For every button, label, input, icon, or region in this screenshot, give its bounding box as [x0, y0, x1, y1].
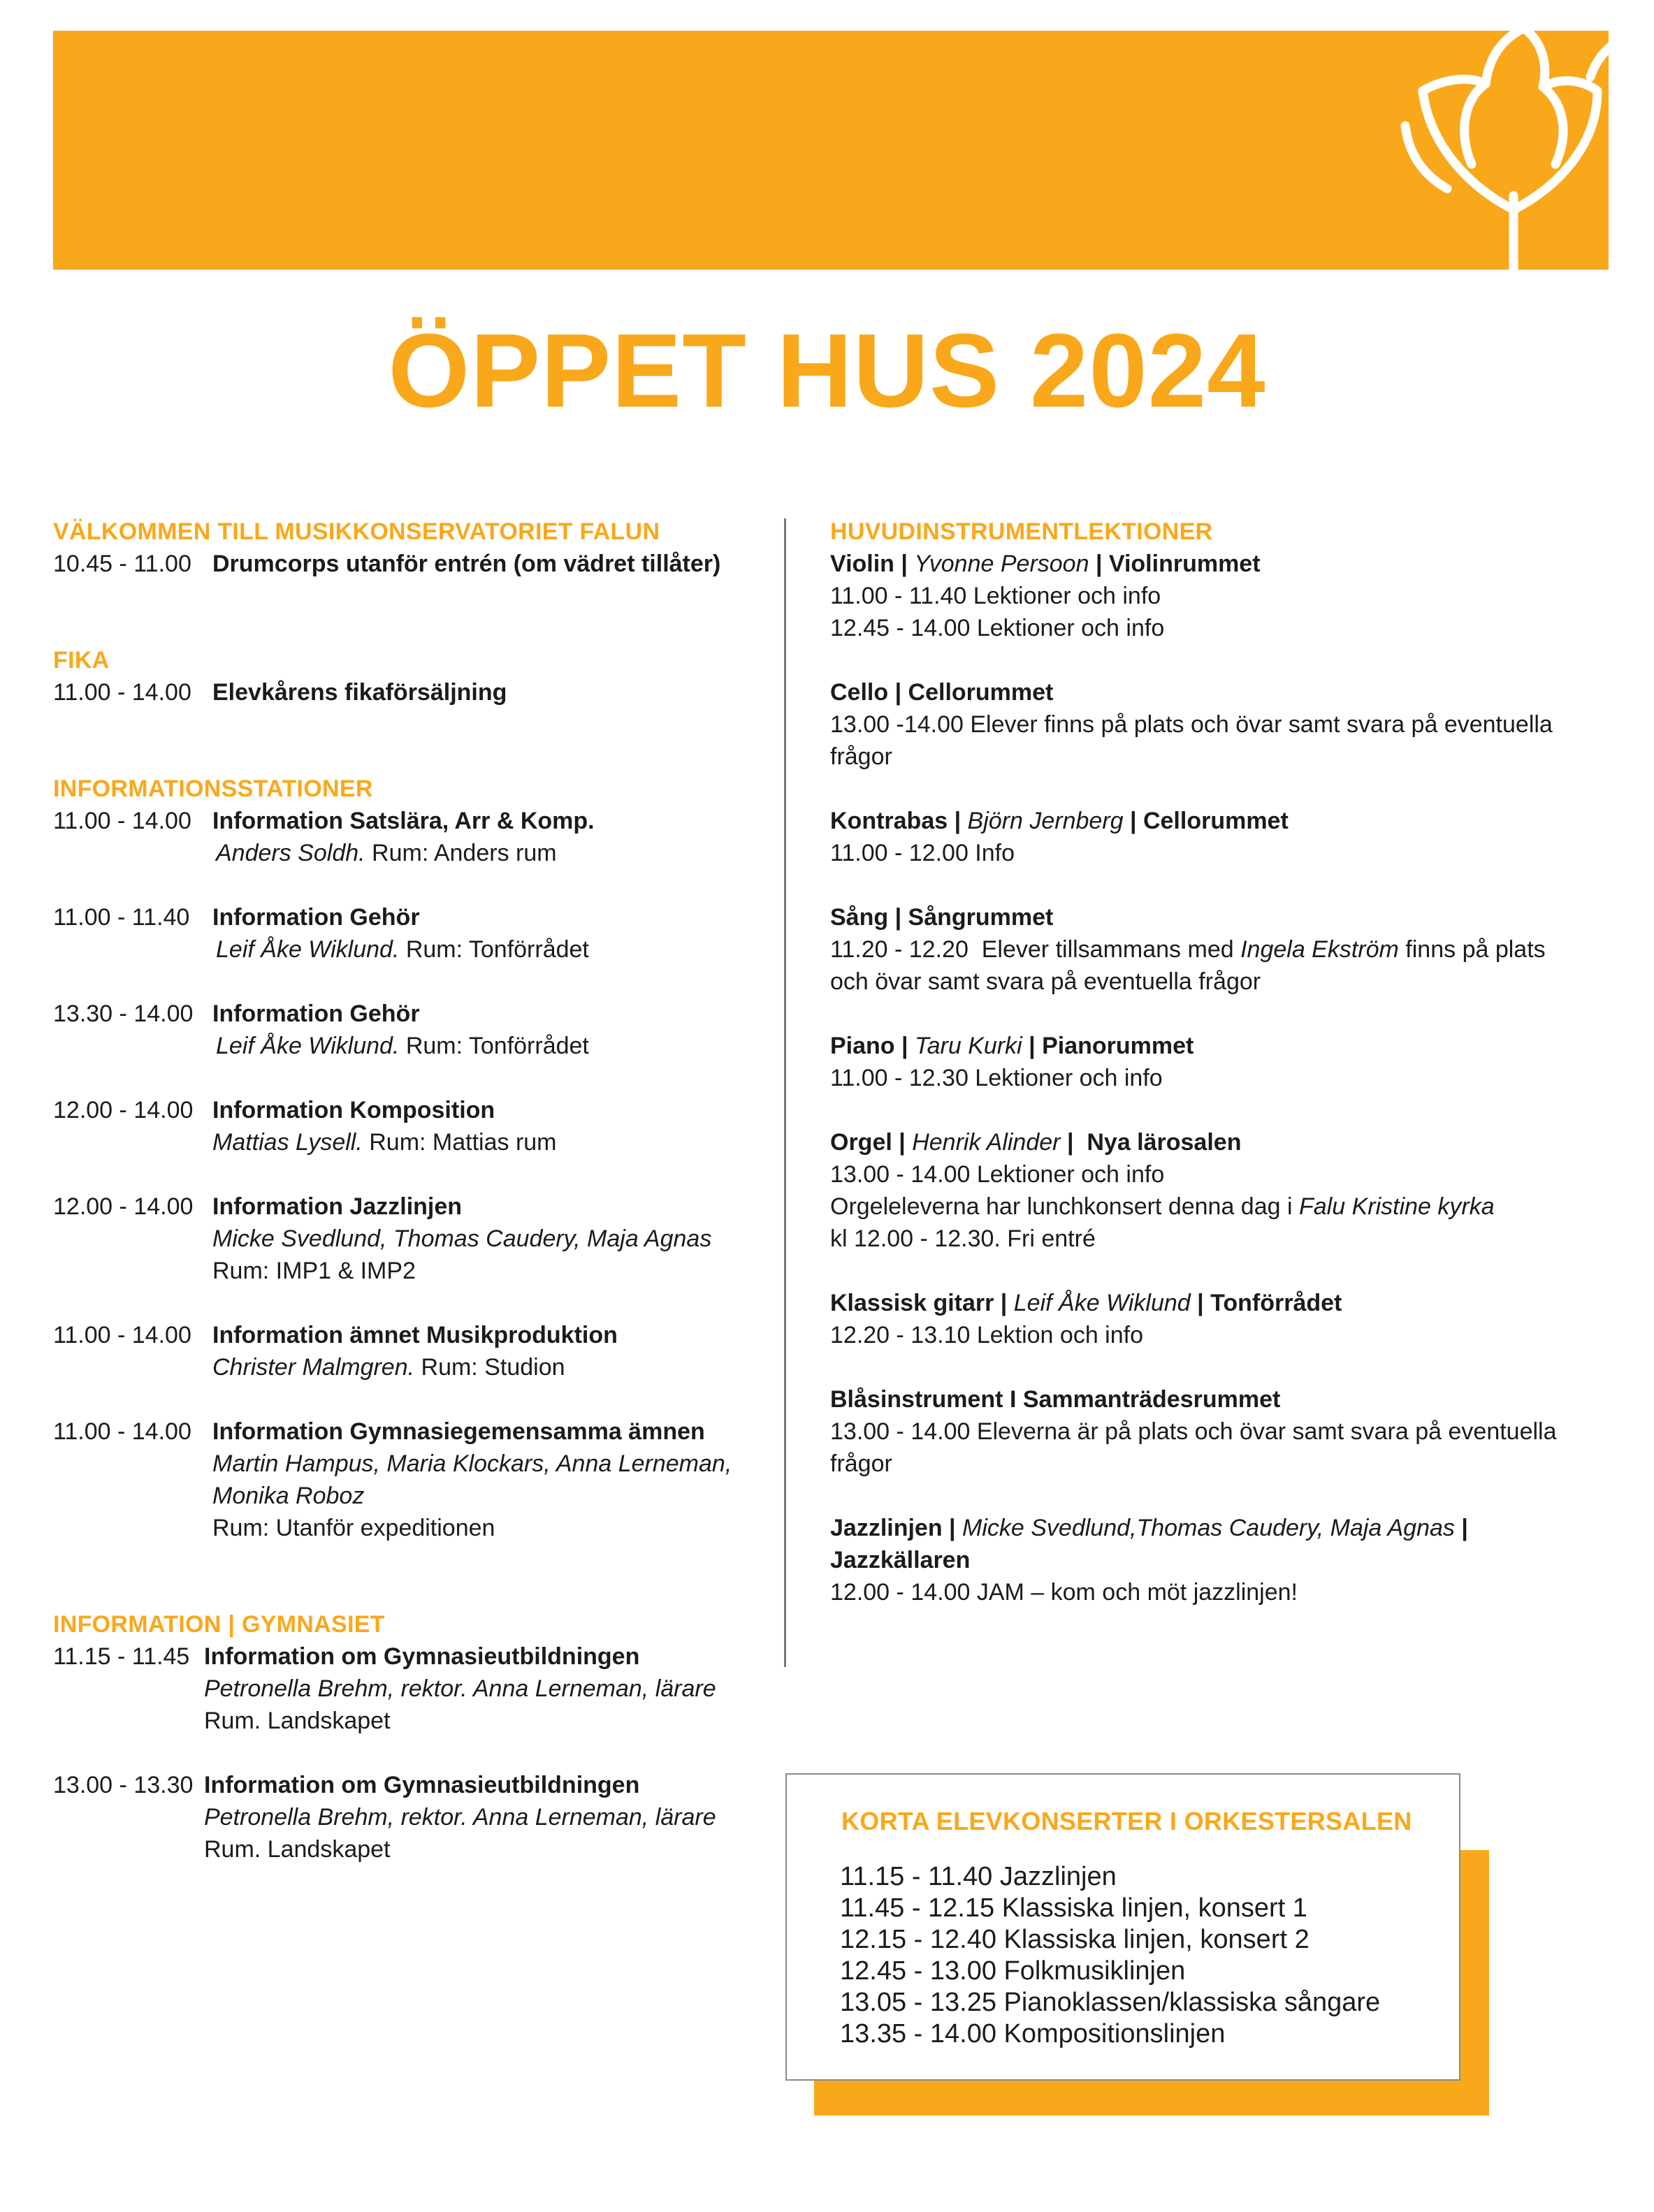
list-item: 11.15 - 11.40 Jazzlinjen — [840, 1862, 1117, 1891]
room-name: | Jazzkällaren — [830, 1515, 1468, 1573]
person-name: Anders Soldh. — [216, 840, 365, 866]
time-label: 11.00 - 11.40 — [53, 904, 190, 931]
schedule-row — [53, 901, 759, 933]
teacher-name: Micke Svedlund,Thomas Caudery, Maja Agnas — [962, 1515, 1455, 1541]
list-item: 13.05 - 13.25 Pianoklassen/klassiska sångare — [840, 1988, 1381, 2017]
room-label: Rum. Landskapet — [204, 1708, 391, 1734]
event-details — [53, 933, 759, 966]
lesson-line: kl 12.00 - 12.30. Fri entré — [830, 1225, 1096, 1252]
schedule-row — [53, 1416, 759, 1448]
teacher-name: Henrik Alinder — [912, 1129, 1061, 1156]
room-name: | Tonförrådet — [1190, 1290, 1342, 1316]
time-label: 12.00 - 14.00 — [53, 1193, 194, 1220]
instrument-name: Jazzlinjen | — [830, 1515, 963, 1541]
list-item: 12.15 - 12.40 Klassiska linjen, konsert 2 — [840, 1925, 1310, 1954]
schedule-row — [53, 1769, 759, 1801]
schedule-row — [53, 676, 759, 708]
time-label: 11.00 - 14.00 — [53, 1418, 191, 1445]
event-details — [53, 837, 759, 869]
event-title: Information Gehör — [212, 1001, 420, 1027]
instrument-heading — [830, 1126, 1613, 1158]
schedule-row — [53, 998, 759, 1030]
teacher-name: Taru Kurki — [914, 1033, 1022, 1059]
room-label: Rum: Tonförrådet — [399, 1033, 589, 1059]
lesson-line: 12.00 - 14.00 JAM – kom och möt jazzlinjen! — [830, 1579, 1298, 1606]
room-name: | Nya lärosalen — [1060, 1129, 1242, 1156]
room-label: Rum. Landskapet — [204, 1836, 391, 1863]
schedule-row — [53, 1319, 759, 1351]
person-name: Leif Åke Wiklund. — [216, 1033, 400, 1059]
person-name: Martin Hampus, Maria Klockars, Anna Lerneman, — [212, 1450, 732, 1477]
instrument-name: Klassisk gitarr | — [830, 1290, 1014, 1316]
lesson-line: 12.45 - 14.00 Lektioner och info — [830, 615, 1165, 641]
event-title: Information Gymnasiegemensamma ämnen — [212, 1418, 705, 1445]
lesson-line: frågor — [830, 1450, 892, 1477]
event-details — [53, 1351, 759, 1383]
time-label: 13.00 - 13.30 — [53, 1772, 194, 1798]
lesson-line: 12.20 - 13.10 Lektion och info — [830, 1322, 1143, 1348]
schedule-row — [53, 548, 759, 580]
person-name: Mattias Lysell. — [212, 1129, 363, 1156]
person-name: Leif Åke Wiklund. — [216, 936, 400, 963]
fika-heading: FIKA — [53, 647, 110, 674]
list-item: 11.45 - 12.15 Klassiska linjen, konsert 1 — [840, 1893, 1307, 1923]
concerts-box — [785, 1773, 1460, 2081]
person-name: Petronella Brehm, rektor. Anna Lerneman, lärare — [204, 1804, 716, 1831]
instrument-name: Orgel | — [830, 1129, 913, 1156]
concerts-heading: KORTA ELEVKONSERTER I ORKESTERSALEN — [841, 1807, 1412, 1835]
event-details — [53, 1030, 759, 1062]
room-label: Rum: Mattias rum — [362, 1129, 557, 1156]
lesson-line — [830, 933, 1613, 966]
lesson-text: 11.20 - 12.20 Elever tillsammans med — [830, 936, 1241, 963]
event-title: Information Komposition — [212, 1097, 495, 1123]
lesson-text: finns på plats — [1398, 936, 1546, 963]
room-label: Rum: Studion — [414, 1354, 565, 1381]
room-label: Rum: IMP1 & IMP2 — [212, 1258, 416, 1284]
lesson-line: 13.00 -14.00 Elever finns på plats och övar samt svara på eventuella — [830, 711, 1553, 738]
instrument-heading: Cello | Cellorummet — [830, 679, 1054, 706]
room-name: | Pianorummet — [1022, 1033, 1194, 1059]
lesson-line — [830, 1191, 1613, 1223]
lesson-line: 11.00 - 12.00 Info — [830, 840, 1015, 866]
time-label: 11.00 - 14.00 — [53, 808, 191, 834]
list-item: 13.35 - 14.00 Kompositionslinjen — [840, 2019, 1226, 2049]
instrument-name: Kontrabas | — [830, 808, 968, 834]
welcome-heading: VÄLKOMMEN TILL MUSIKKONSERVATORIET FALUN — [53, 518, 660, 545]
event-title: Elevkårens fikaförsäljning — [212, 679, 507, 706]
room-label: Rum: Utanför expeditionen — [212, 1515, 495, 1541]
event-title: Information Jazzlinjen — [212, 1193, 463, 1220]
time-label: 11.15 - 11.45 — [53, 1643, 190, 1670]
room-label: Rum: Anders rum — [365, 840, 557, 866]
instrument-heading — [830, 1287, 1613, 1319]
time-label: 13.30 - 14.00 — [53, 1001, 194, 1027]
lesson-text: Orgeleleverna har lunchkonsert denna dag i — [830, 1193, 1299, 1220]
list-item: 12.45 - 13.00 Folkmusiklinjen — [840, 1956, 1186, 1986]
event-title: Information om Gymnasieutbildningen — [204, 1643, 640, 1670]
instrument-heading — [830, 1512, 1613, 1576]
instrument-heading — [830, 805, 1613, 837]
column-divider — [784, 518, 786, 1667]
event-title: Information om Gymnasieutbildningen — [204, 1772, 640, 1798]
instrument-heading — [830, 1030, 1613, 1062]
concerts-list — [840, 1861, 1380, 2050]
tulip-logo-icon — [1381, 31, 1609, 270]
event-title: Information Satslära, Arr & Komp. — [212, 808, 595, 834]
left-column — [53, 516, 759, 1865]
right-column — [830, 516, 1613, 1608]
lesson-line: 13.00 - 14.00 Eleverna är på plats och övar samt svara på eventuella — [830, 1418, 1557, 1445]
instrument-name: Piano | — [830, 1033, 915, 1059]
person-name: Christer Malmgren. — [212, 1354, 415, 1381]
person-name: Micke Svedlund, Thomas Caudery, Maja Agnas — [212, 1225, 712, 1252]
event-title: Drumcorps utanför entrén (om vädret tillåter) — [212, 551, 721, 577]
instrument-heading: Blåsinstrument I Sammanträdesrummet — [830, 1386, 1281, 1413]
instrument-name: Violin | — [830, 551, 915, 577]
time-label: 12.00 - 14.00 — [53, 1097, 194, 1123]
schedule-row — [53, 1094, 759, 1126]
time-label: 10.45 - 11.00 — [53, 551, 191, 577]
teacher-name: Ingela Ekström — [1240, 936, 1399, 963]
lesson-line: 11.00 - 11.40 Lektioner och info — [830, 583, 1161, 609]
header-banner — [53, 31, 1609, 270]
instrument-heading — [830, 548, 1613, 580]
room-name: | Cellorummet — [1123, 808, 1289, 834]
person-name: Petronella Brehm, rektor. Anna Lerneman, lärare — [204, 1675, 716, 1702]
gymnasiet-heading: INFORMATION | GYMNASIET — [53, 1611, 385, 1638]
page-title: ÖPPET HUS 2024 — [388, 312, 1266, 429]
person-name: Monika Roboz — [212, 1483, 365, 1509]
instrument-heading: Sång | Sångrummet — [830, 904, 1054, 931]
lessons-heading: HUVUDINSTRUMENTLEKTIONER — [830, 518, 1213, 545]
schedule-row — [53, 805, 759, 837]
room-label: Rum: Tonförrådet — [399, 936, 589, 963]
lesson-line: frågor — [830, 743, 892, 770]
lesson-line: 13.00 - 14.00 Lektioner och info — [830, 1161, 1165, 1188]
teacher-name: Leif Åke Wiklund — [1013, 1290, 1191, 1316]
schedule-row — [53, 1640, 759, 1673]
time-label: 11.00 - 14.00 — [53, 679, 191, 706]
church-name: Falu Kristine kyrka — [1299, 1193, 1495, 1220]
room-name: | Violinrummet — [1089, 551, 1261, 577]
time-label: 11.00 - 14.00 — [53, 1322, 191, 1348]
event-title: Information Gehör — [212, 904, 420, 931]
schedule-row — [53, 1191, 759, 1223]
lesson-line: och övar samt svara på eventuella frågor — [830, 968, 1261, 995]
teacher-name: Björn Jernberg — [967, 808, 1124, 834]
lesson-line: 11.00 - 12.30 Lektioner och info — [830, 1065, 1163, 1091]
event-title: Information ämnet Musikproduktion — [212, 1322, 618, 1348]
teacher-name: Yvonne Persoon — [914, 551, 1089, 577]
stations-heading: INFORMATIONSSTATIONER — [53, 776, 373, 802]
event-details — [53, 1126, 759, 1158]
